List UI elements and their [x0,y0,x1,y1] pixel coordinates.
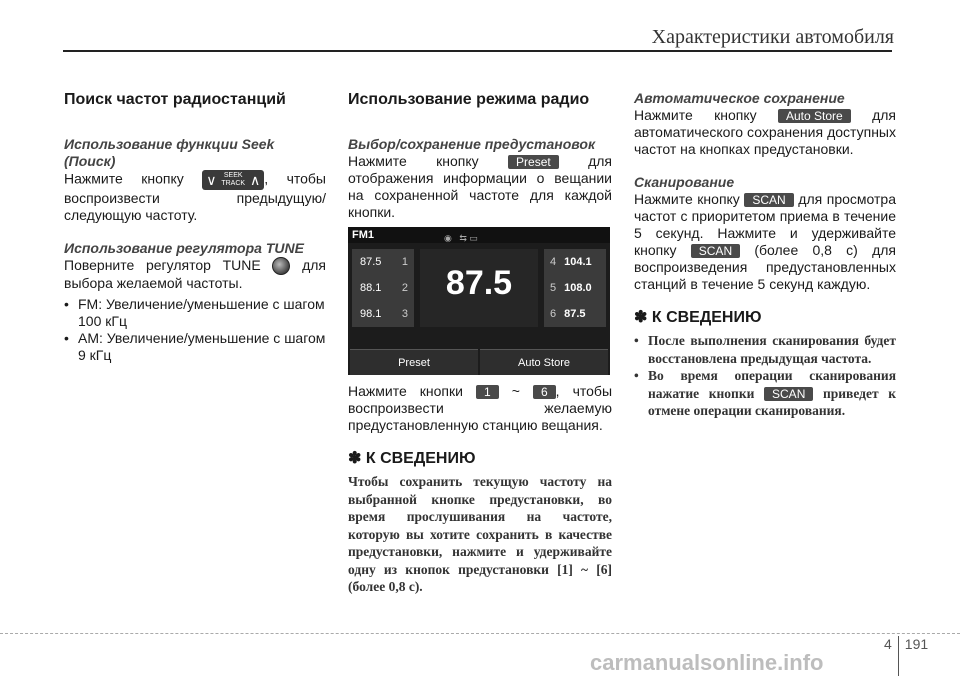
preset-slot-6[interactable]: 6 87.5 [544,301,606,327]
current-frequency: 87.5 [445,264,513,302]
seek-track-button[interactable]: ∨ SEEK TRACK ∧ [202,170,264,190]
preset-slot-2[interactable]: 88.1 2 [352,275,414,301]
subheading-tune: Использование регулятора TUNE [64,240,304,256]
preset-button[interactable]: Preset [508,155,559,169]
section-heading: Использование режима радио [348,91,590,108]
band-label: FM1 [348,227,610,243]
tune-knob-icon [272,257,290,275]
list-item: • AM: Увеличение/уменьшение с шагом 9 кГц [64,330,326,364]
paragraph-scan: Нажмите кнопку SCAN для просмотра частот с приоритетом приема в течение 5 секунд. Нажмите и удерживайте кнопку SCAN (более 0,8 с) для воспроизведения предустановленных станций в течение 5 секунд каждую. [634,191,896,292]
paragraph-seek: Нажмите кнопку ∨ SEEK TRACK ∧ , чтобы воспроизвести предыдущую/следующую частоту. [64,170,326,223]
preset-1-button[interactable]: 1 [476,385,499,399]
notice-title: ✽ К СВЕДЕНИЮ [348,450,476,467]
footer-rule [0,633,960,634]
list-item: • После выполнения сканирования будет восстановлена предыдущая частота. [634,332,896,367]
screen-bottom-bar [348,349,610,375]
chevron-up-icon: ∧ [249,171,261,188]
status-icons: ◉ ⇆ ▭ [444,233,478,243]
paragraph-tune: Поверните регулятор TUNE для выбора желаемой частоты. [64,257,327,292]
chapter-number: 4 [884,636,892,652]
page-number [884,636,928,676]
scan-button[interactable]: SCAN [744,193,793,207]
radio-screen [348,227,610,375]
section-heading: Поиск частот радиостанций [64,91,286,108]
subheading-scan: Сканирование [634,174,735,190]
subheading-autostore: Автоматическое сохранение [634,90,845,106]
screen-preset-button[interactable]: Preset [350,349,478,375]
page-num: 191 [904,636,929,652]
preset-6-button[interactable]: 6 [533,385,556,399]
column-2 [348,90,612,596]
column-3 [634,90,896,420]
notice-text: Чтобы сохранить текущую частоту на выбранной кнопке предустановки, во время прослушивания на частоте, которую вы хотите сохранить в качестве предустановки, нажмите и удерживайте одну из кнопок предустановки [1] ~ [6] (более 0,8 с). [348,474,612,594]
subheading-seek: Использование функции Seek (Поиск) [64,136,275,169]
auto-store-button[interactable]: Auto Store [778,109,851,123]
subheading-preset: Выбор/сохранение предустановок [348,136,596,152]
paragraph-preset-select: Нажмите кнопки 1 ~ 6 , чтобы воспроизвести желаемую предустановленную станцию вещания. [348,383,613,433]
list-item: • FM: Увеличение/уменьшение с шагом 100 кГц [64,296,326,330]
screen-autostore-button[interactable]: Auto Store [480,349,608,375]
frequency-display [420,249,538,327]
running-header: Характеристики автомобиля [651,26,894,48]
notice-list [634,332,896,420]
watermark: carmanualsonline.info [590,650,824,675]
tune-steps-list [64,296,326,364]
list-item: • Во время операции сканирования нажатие кнопки SCAN приведет к отмене операции сканирования. [634,367,896,420]
paragraph-autostore: Нажмите кнопку Auto Store для автоматического сохранения доступных частот на кнопках предустановки. [634,107,896,157]
chevron-down-icon: ∨ [206,171,217,188]
column-1 [64,90,326,364]
preset-slot-3[interactable]: 98.1 3 [352,301,414,327]
header-rule [63,50,892,52]
notice-title: ✽ К СВЕДЕНИЮ [634,309,762,326]
preset-slot-1[interactable]: 87.5 1 [352,249,414,275]
scan-button[interactable]: SCAN [691,244,740,258]
preset-slot-4[interactable]: 4 104.1 [544,249,606,275]
scan-button[interactable]: SCAN [764,387,813,401]
preset-slot-5[interactable]: 5 108.0 [544,275,606,301]
paragraph-preset: Нажмите кнопку Preset для отображения информации о вещании на сохраненной частоте для каждой кнопки. [348,153,612,220]
